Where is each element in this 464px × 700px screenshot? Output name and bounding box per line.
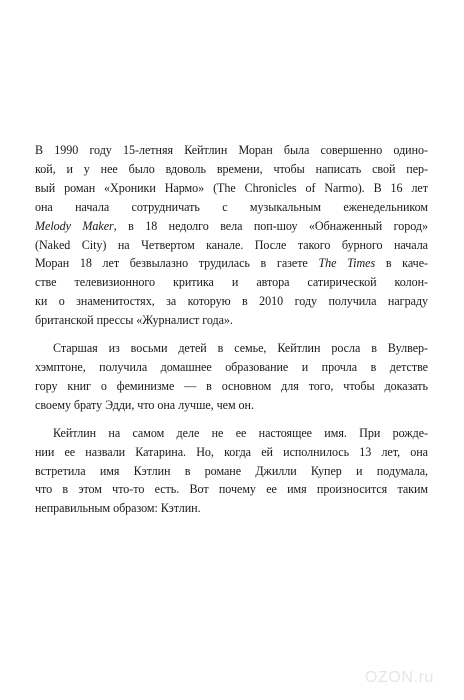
text-line: что в этом что-то есть. Вот почему ее имя произносится таким — [35, 482, 428, 497]
text-line: хэмптоне, получила домашнее образование и прочла в детстве — [35, 359, 428, 374]
text-line: она начала сотрудничать с музыкальным еженедельником — [35, 199, 428, 214]
text-line: неправильным образом: Кэтлин. — [35, 501, 201, 516]
paragraph-2 — [35, 339, 428, 415]
text-line: ки о знаменитостях, за которую в 2010 году получила награду — [35, 294, 428, 309]
paragraph-spacer — [35, 415, 428, 424]
text-line: стве телевизионного критика и автора сатирической колон- — [35, 275, 428, 290]
body-text — [35, 141, 428, 518]
text-line: В 1990 году 15-летняя Кейтлин Моран была совершенно одино- — [35, 143, 428, 157]
paragraph-spacer — [35, 330, 428, 339]
text-line: Моран 18 лет безвылазно трудилась в газете The Times в каче- — [35, 256, 428, 271]
text-line: Melody Maker, в 18 недолго вела поп-шоу «Обнаженный город» — [35, 218, 428, 233]
paragraph-1 — [35, 141, 428, 330]
text-line: кой, и у нее было вдоволь времени, чтобы написать свой пер- — [35, 161, 428, 176]
text-line: британской прессы «Журналист года». — [35, 313, 233, 328]
text-line: (Naked City) на Четвертом канале. После такого бурного начала — [35, 237, 428, 252]
text-line: гору книг о феминизме — в основном для того, чтобы доказать — [35, 378, 428, 393]
text-line: своему брату Эдди, что она лучше, чем он. — [35, 397, 254, 412]
paragraph-3 — [35, 424, 428, 519]
watermark: OZON.ru — [364, 669, 434, 686]
text-line: встретила имя Кэтлин в романе Джилли Купер и подумала, — [35, 463, 428, 478]
text-line: Кейтлин на самом деле не ее настоящее имя. При рожде- — [53, 425, 428, 440]
text-line: вый роман «Хроники Нармо» (The Chronicles of Narmo). В 16 лет — [35, 180, 428, 195]
text-line: нии ее назвали Катарина. Но, когда ей исполнилось 13 лет, она — [35, 444, 428, 459]
text-line: Старшая из восьми детей в семье, Кейтлин росла в Вулвер- — [53, 341, 428, 356]
